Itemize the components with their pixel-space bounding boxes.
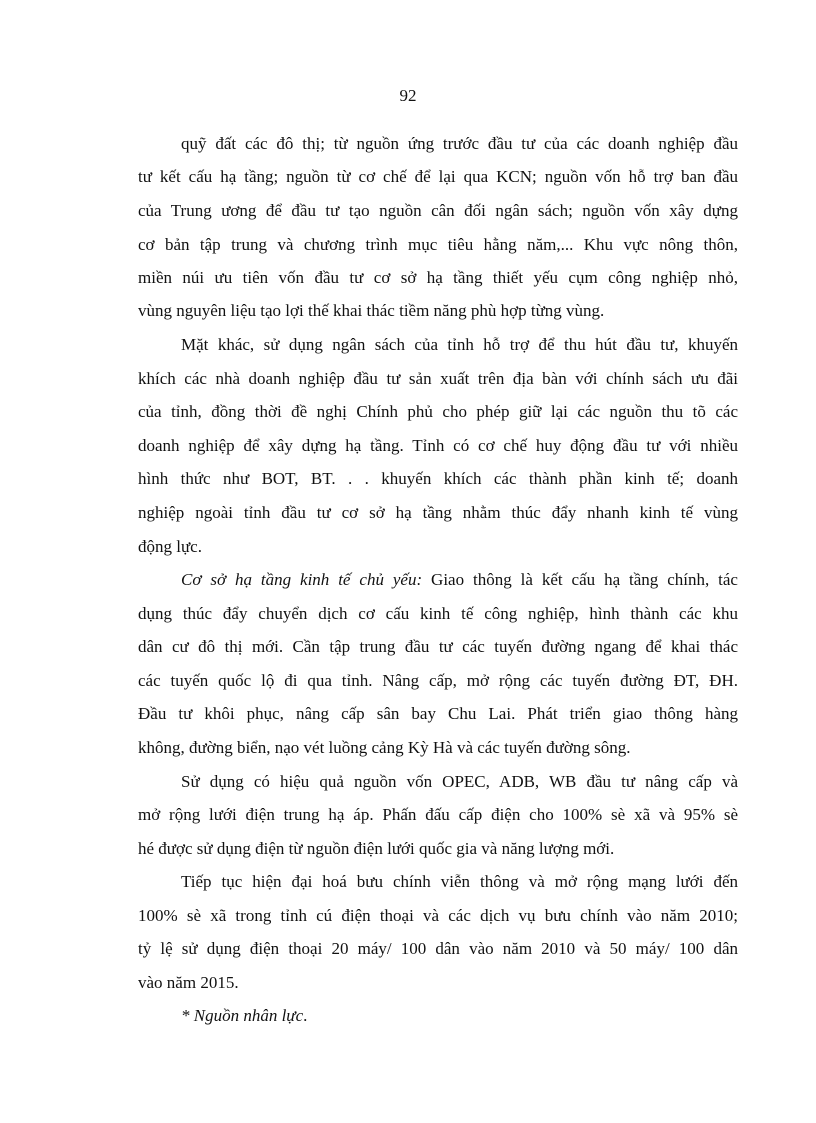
- text-line: dụng thúc đẩy chuyển dịch cơ cấu kinh tế công nghiệp, hình thành các khu: [138, 604, 738, 623]
- page-number: 92: [399, 86, 417, 105]
- text-line: mở rộng lưới điện trung hạ áp. Phấn đấu cấp điện cho 100% sè xã và 95% sè: [138, 805, 738, 824]
- text-line: các tuyến quốc lộ đi qua tỉnh. Nâng cấp, mở rộng các tuyến đường ĐT, ĐH.: [138, 671, 738, 690]
- text-line: hình thức như BOT, BT. . . khuyến khích các thành phần kinh tế; doanh: [138, 469, 738, 488]
- text-line: của tỉnh, đồng thời đề nghị Chính phủ cho phép giữ lại các nguồn thu tõ các: [138, 402, 738, 421]
- text-line: động lực.: [138, 537, 202, 556]
- italic-lead: Cơ sở hạ tầng kinh tế chủ yếu:: [181, 570, 423, 589]
- text-line: 100% sè xã trong tỉnh cú điện thoại và các dịch vụ bưu chính vào năm 2010;: [138, 906, 738, 925]
- text-line: tỷ lệ sử dụng điện thoại 20 máy/ 100 dân vào năm 2010 và 50 máy/ 100 dân: [138, 939, 738, 958]
- text-line: của Trung ương để đầu tư tạo nguồn cân đối ngân sách; nguồn vốn xây dựng: [138, 201, 738, 220]
- text-line: dân cư đô thị mới. Cần tập trung đầu tư các tuyến đường ngang để khai thác: [138, 637, 738, 656]
- first-line-rest: Giao thông là kết cấu hạ tầng chính, tác: [422, 570, 738, 589]
- text-line: quỹ đất các đô thị; từ nguồn ứng trước đầu tư của các doanh nghiệp đầu: [181, 134, 738, 153]
- section-heading: [181, 1005, 738, 1027]
- text-line: nghiệp ngoài tỉnh đầu tư cơ sở hạ tầng nhằm thúc đẩy nhanh kinh tế vùng: [138, 503, 738, 522]
- text-line: doanh nghiệp để xây dựng hạ tầng. Tỉnh có cơ chế huy động đầu tư với nhiều: [138, 436, 738, 455]
- text-line: vùng nguyên liệu tạo lợi thế khai thác tiềm năng phù hợp từng vùng.: [138, 301, 605, 320]
- text-line: cơ bản tập trung và chương trình mục tiêu hằng năm,... Khu vực nông thôn,: [138, 235, 738, 254]
- text-line: Sử dụng có hiệu quả nguồn vốn OPEC, ADB, WB đầu tư nâng cấp và: [181, 772, 738, 791]
- text-line: hé được sử dụng điện từ nguồn điện lưới quốc gia và năng lượng mới.: [138, 839, 615, 858]
- text-line: Mặt khác, sử dụng ngân sách của tỉnh hỗ trợ để thu hút đầu tư, khuyến: [181, 335, 738, 354]
- text-line: khích các nhà doanh nghiệp đầu tư sản xuất trên địa bàn với chính sách ưu đãi: [138, 369, 738, 388]
- text-line: không, đường biển, nạo vét luồng cảng Kỳ Hà và các tuyến đường sông.: [138, 738, 631, 757]
- text-line: miền núi ưu tiên vốn đầu tư cơ sở hạ tầng thiết yếu cụm công nghiệp nhỏ,: [138, 268, 738, 287]
- section-heading-end: .: [303, 1006, 308, 1025]
- text-line: Đầu tư khôi phục, nâng cấp sân bay Chu Lai. Phát triển giao thông hàng: [138, 704, 738, 723]
- text-line: [181, 569, 738, 591]
- section-heading-text: * Nguồn nhân lực: [181, 1006, 304, 1025]
- text-line: vào năm 2015.: [138, 973, 239, 992]
- text-line: Tiếp tục hiện đại hoá bưu chính viễn thông và mở rộng mạng lưới đến: [181, 872, 738, 891]
- text-line: tư kết cấu hạ tầng; nguồn từ cơ chế để lại qua KCN; nguồn vốn hỗ trợ ban đầu: [138, 167, 738, 186]
